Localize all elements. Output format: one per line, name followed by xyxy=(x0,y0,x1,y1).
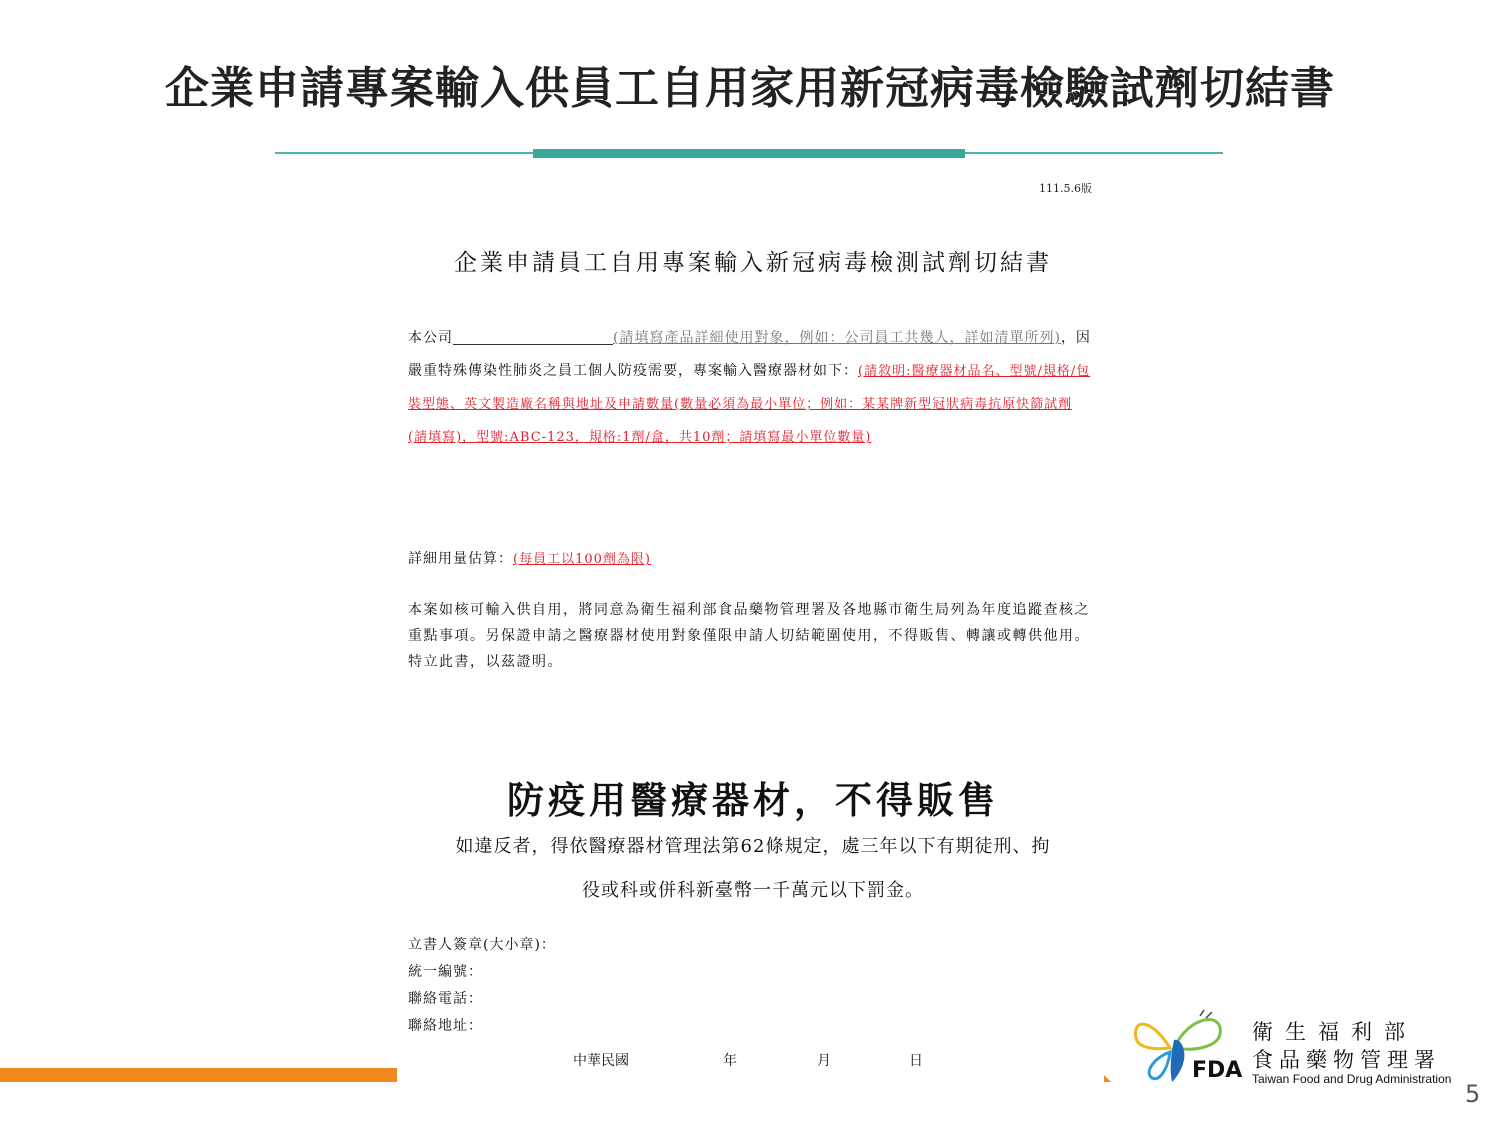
org-name-line-2: 食品藥物管理署 xyxy=(1252,1048,1441,1072)
date-year: 年 xyxy=(723,1053,737,1069)
device-detail-note: (請敘明:醫療器材品名、型號/規格/包裝型態、英文製造廠名稱與地址及申請數量(數量必須為最小單位；例如：某某牌新型冠狀病毒抗原快篩試劑(請填寫)，型號:ABC-123，規格:1劑/盒，共10劑；請填寫最小單位數量) xyxy=(408,364,1091,445)
signature-field: 立書人簽章(大小章)： xyxy=(408,937,556,953)
usage-limit-note: (每員工以100劑為限) xyxy=(513,552,651,567)
signature-fields xyxy=(408,932,556,1040)
org-name-english: Taiwan Food and Drug Administration xyxy=(1252,1072,1452,1086)
title-divider-thick xyxy=(533,149,965,158)
commitment-paragraph: 本案如核可輸入供自用，將同意為衛生福利部食品藥物管理署及各地縣市衛生局列為年度追蹤查核之重點事項。另保證申請之醫療器材使用對象僅限申請人切結範圍使用，不得販售、轉讓或轉供他用。特立此書，以茲證明。 xyxy=(408,602,1090,670)
fda-logo xyxy=(1130,1008,1460,1088)
date-era: 中華民國 xyxy=(573,1053,629,1069)
usage-label: 詳細用量估算： xyxy=(408,551,513,567)
tax-id-field: 統一編號： xyxy=(408,964,483,980)
phone-field: 聯絡電話： xyxy=(408,991,483,1007)
date-month: 月 xyxy=(817,1053,831,1069)
footer-orange-tick xyxy=(1104,1075,1111,1082)
warning-line-1: 如違反者，得依醫療器材管理法第62條規定，處三年以下有期徒刑、拘 xyxy=(455,836,1051,857)
slide-title: 企業申請專案輸入供員工自用家用新冠病毒檢驗試劑切結書 xyxy=(165,63,1335,114)
declaration-paragraph xyxy=(408,322,1092,454)
warning-line-2: 役或科或併科新臺幣一千萬元以下罰金。 xyxy=(582,880,924,901)
company-label: 本公司 xyxy=(408,330,453,346)
declaration-text: ，因嚴重特殊傳染性肺炎之員工個人防疫需要，專案輸入醫療器材如下： xyxy=(408,330,1091,379)
usage-target-hint: (請填寫產品詳細使用對象，例如：公司員工共幾人，詳如清單所列) xyxy=(613,330,1061,346)
page-number: 5 xyxy=(1465,1080,1481,1108)
document-title: 企業申請員工自用專案輸入新冠病毒檢測試劑切結書 xyxy=(454,250,1052,276)
footer-orange-bar xyxy=(0,1068,397,1082)
warning-title: 防疫用醫療器材，不得販售 xyxy=(507,778,999,822)
fda-mark: FDA xyxy=(1192,1058,1243,1083)
document-version: 111.5.6版 xyxy=(1039,182,1092,195)
date-row xyxy=(573,1050,923,1070)
company-blank xyxy=(453,326,613,345)
date-day: 日 xyxy=(909,1053,923,1069)
org-name-line-1: 衛生福利部 xyxy=(1252,1020,1417,1044)
usage-estimate xyxy=(408,548,651,568)
address-field: 聯絡地址： xyxy=(408,1018,483,1034)
